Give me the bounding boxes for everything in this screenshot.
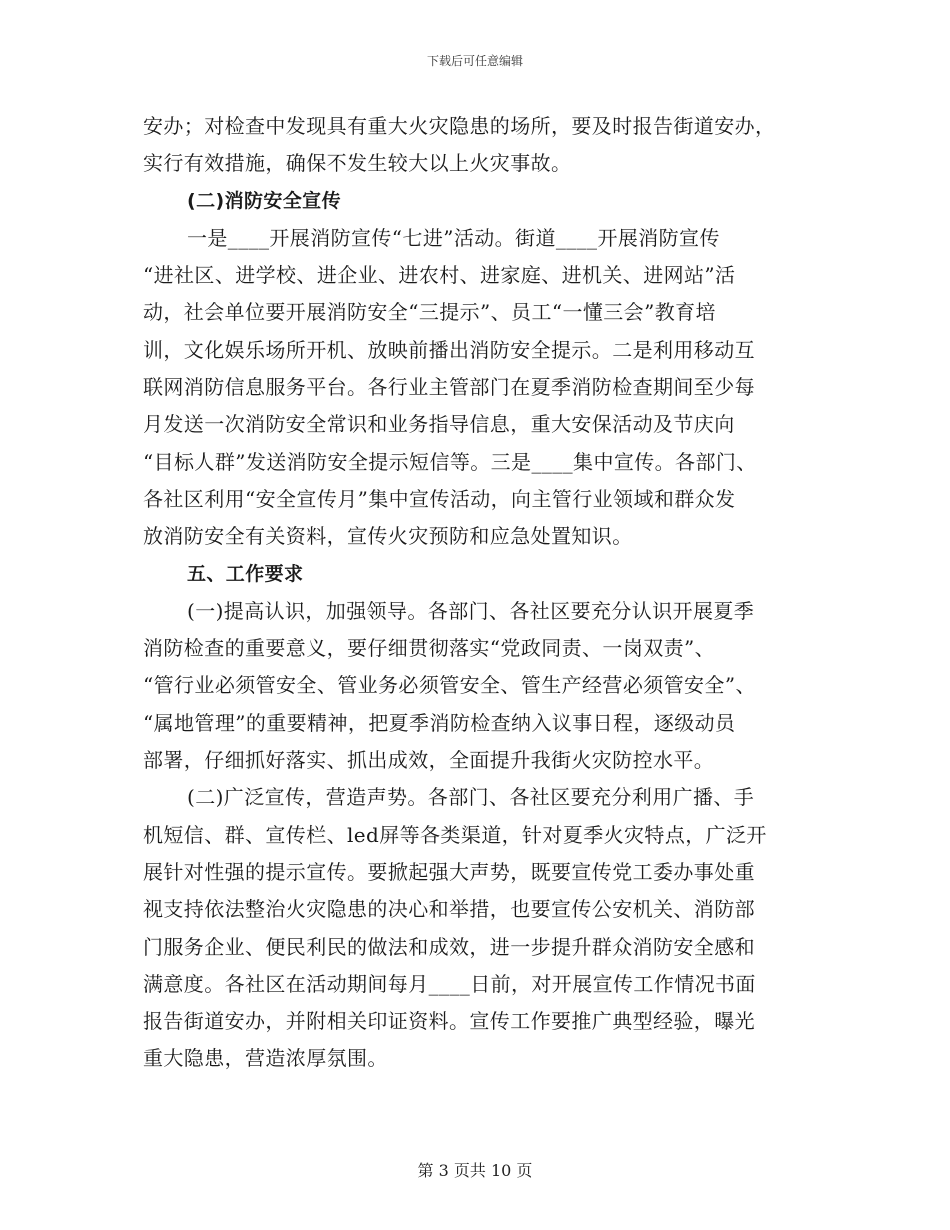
- text-line: (二)广泛宣传，营造声势。各部门、各社区要充分利用广播、手: [187, 785, 755, 810]
- text-line: 训，文化娱乐场所开机、放映前播出消防安全提示。二是利用移动互: [143, 337, 755, 362]
- text-line: 满意度。各社区在活动期间每月____日前，对开展宣传工作情况书面: [143, 971, 756, 996]
- text-line: “属地管理”的重要精神，把夏季消防检查纳入议事日程，逐级动员: [143, 710, 736, 735]
- page-header: 下载后可任意编辑: [426, 54, 523, 68]
- text-line: 各社区利用“安全宣传月”集中宣传活动，向主管行业领域和群众发: [143, 486, 736, 511]
- section-heading: (二)消防安全宣传: [187, 189, 341, 212]
- text-line: 门服务企业、便民利民的做法和成效，进一步提升群众消防安全感和: [143, 934, 755, 959]
- text-line: “目标人群”发送消防安全提示短信等。三是____集中宣传。各部门、: [143, 449, 757, 474]
- text-line: 一是____开展消防宣传“七进”活动。街道____开展消防宣传: [187, 225, 720, 250]
- section-heading: 五、工作要求: [187, 562, 304, 585]
- text-line: “管行业必须管安全、管业务必须管安全、管生产经营必须管安全”、: [143, 673, 756, 698]
- text-line: “进社区、进学校、进企业、进农村、进家庭、进机关、进网站”活: [143, 263, 736, 288]
- text-line: (一)提高认识，加强领导。各部门、各社区要充分认识开展夏季: [187, 598, 755, 623]
- text-line: 联网消防信息服务平台。各行业主管部门在夏季消防检查期间至少每: [143, 375, 755, 400]
- text-line: 放消防安全有关资料，宣传火灾预防和应急处置知识。: [143, 524, 633, 549]
- text-line: 展针对性强的提示宣传。要掀起强大声势，既要宣传党工委办事处重: [143, 859, 755, 884]
- text-line: 部署，仔细抓好落实、抓出成效，全面提升我街火灾防控水平。: [143, 748, 715, 773]
- text-line: 实行有效措施，确保不发生较大以上火灾事故。: [143, 151, 572, 176]
- text-line: 月发送一次消防安全常识和业务指导信息，重大安保活动及节庆向: [143, 412, 735, 437]
- text-line: 重大隐患，营造浓厚氛围。: [143, 1046, 388, 1071]
- document-body: [143, 108, 813, 1078]
- text-line: 动，社会单位要开展消防安全“三提示”、员工“一懂三会”教育培: [143, 300, 716, 325]
- text-line: 视支持依法整治火灾隐患的决心和举措，也要宣传公安机关、消防部: [143, 897, 755, 922]
- page-footer: 第 3 页共 10 页: [417, 1161, 533, 1180]
- text-line: 安办；对检查中发现具有重大火灾隐患的场所，要及时报告街道安办，: [143, 114, 776, 138]
- text-line: 报告街道安办，并附相关印证资料。宣传工作要推广典型经验，曝光: [143, 1009, 755, 1034]
- text-line: 机短信、群、宣传栏、led屏等各类渠道，针对夏季火灾特点，广泛开: [143, 822, 767, 847]
- text-line: 消防检查的重要意义，要仔细贯彻落实“党政同责、一岗双责”、: [143, 636, 716, 661]
